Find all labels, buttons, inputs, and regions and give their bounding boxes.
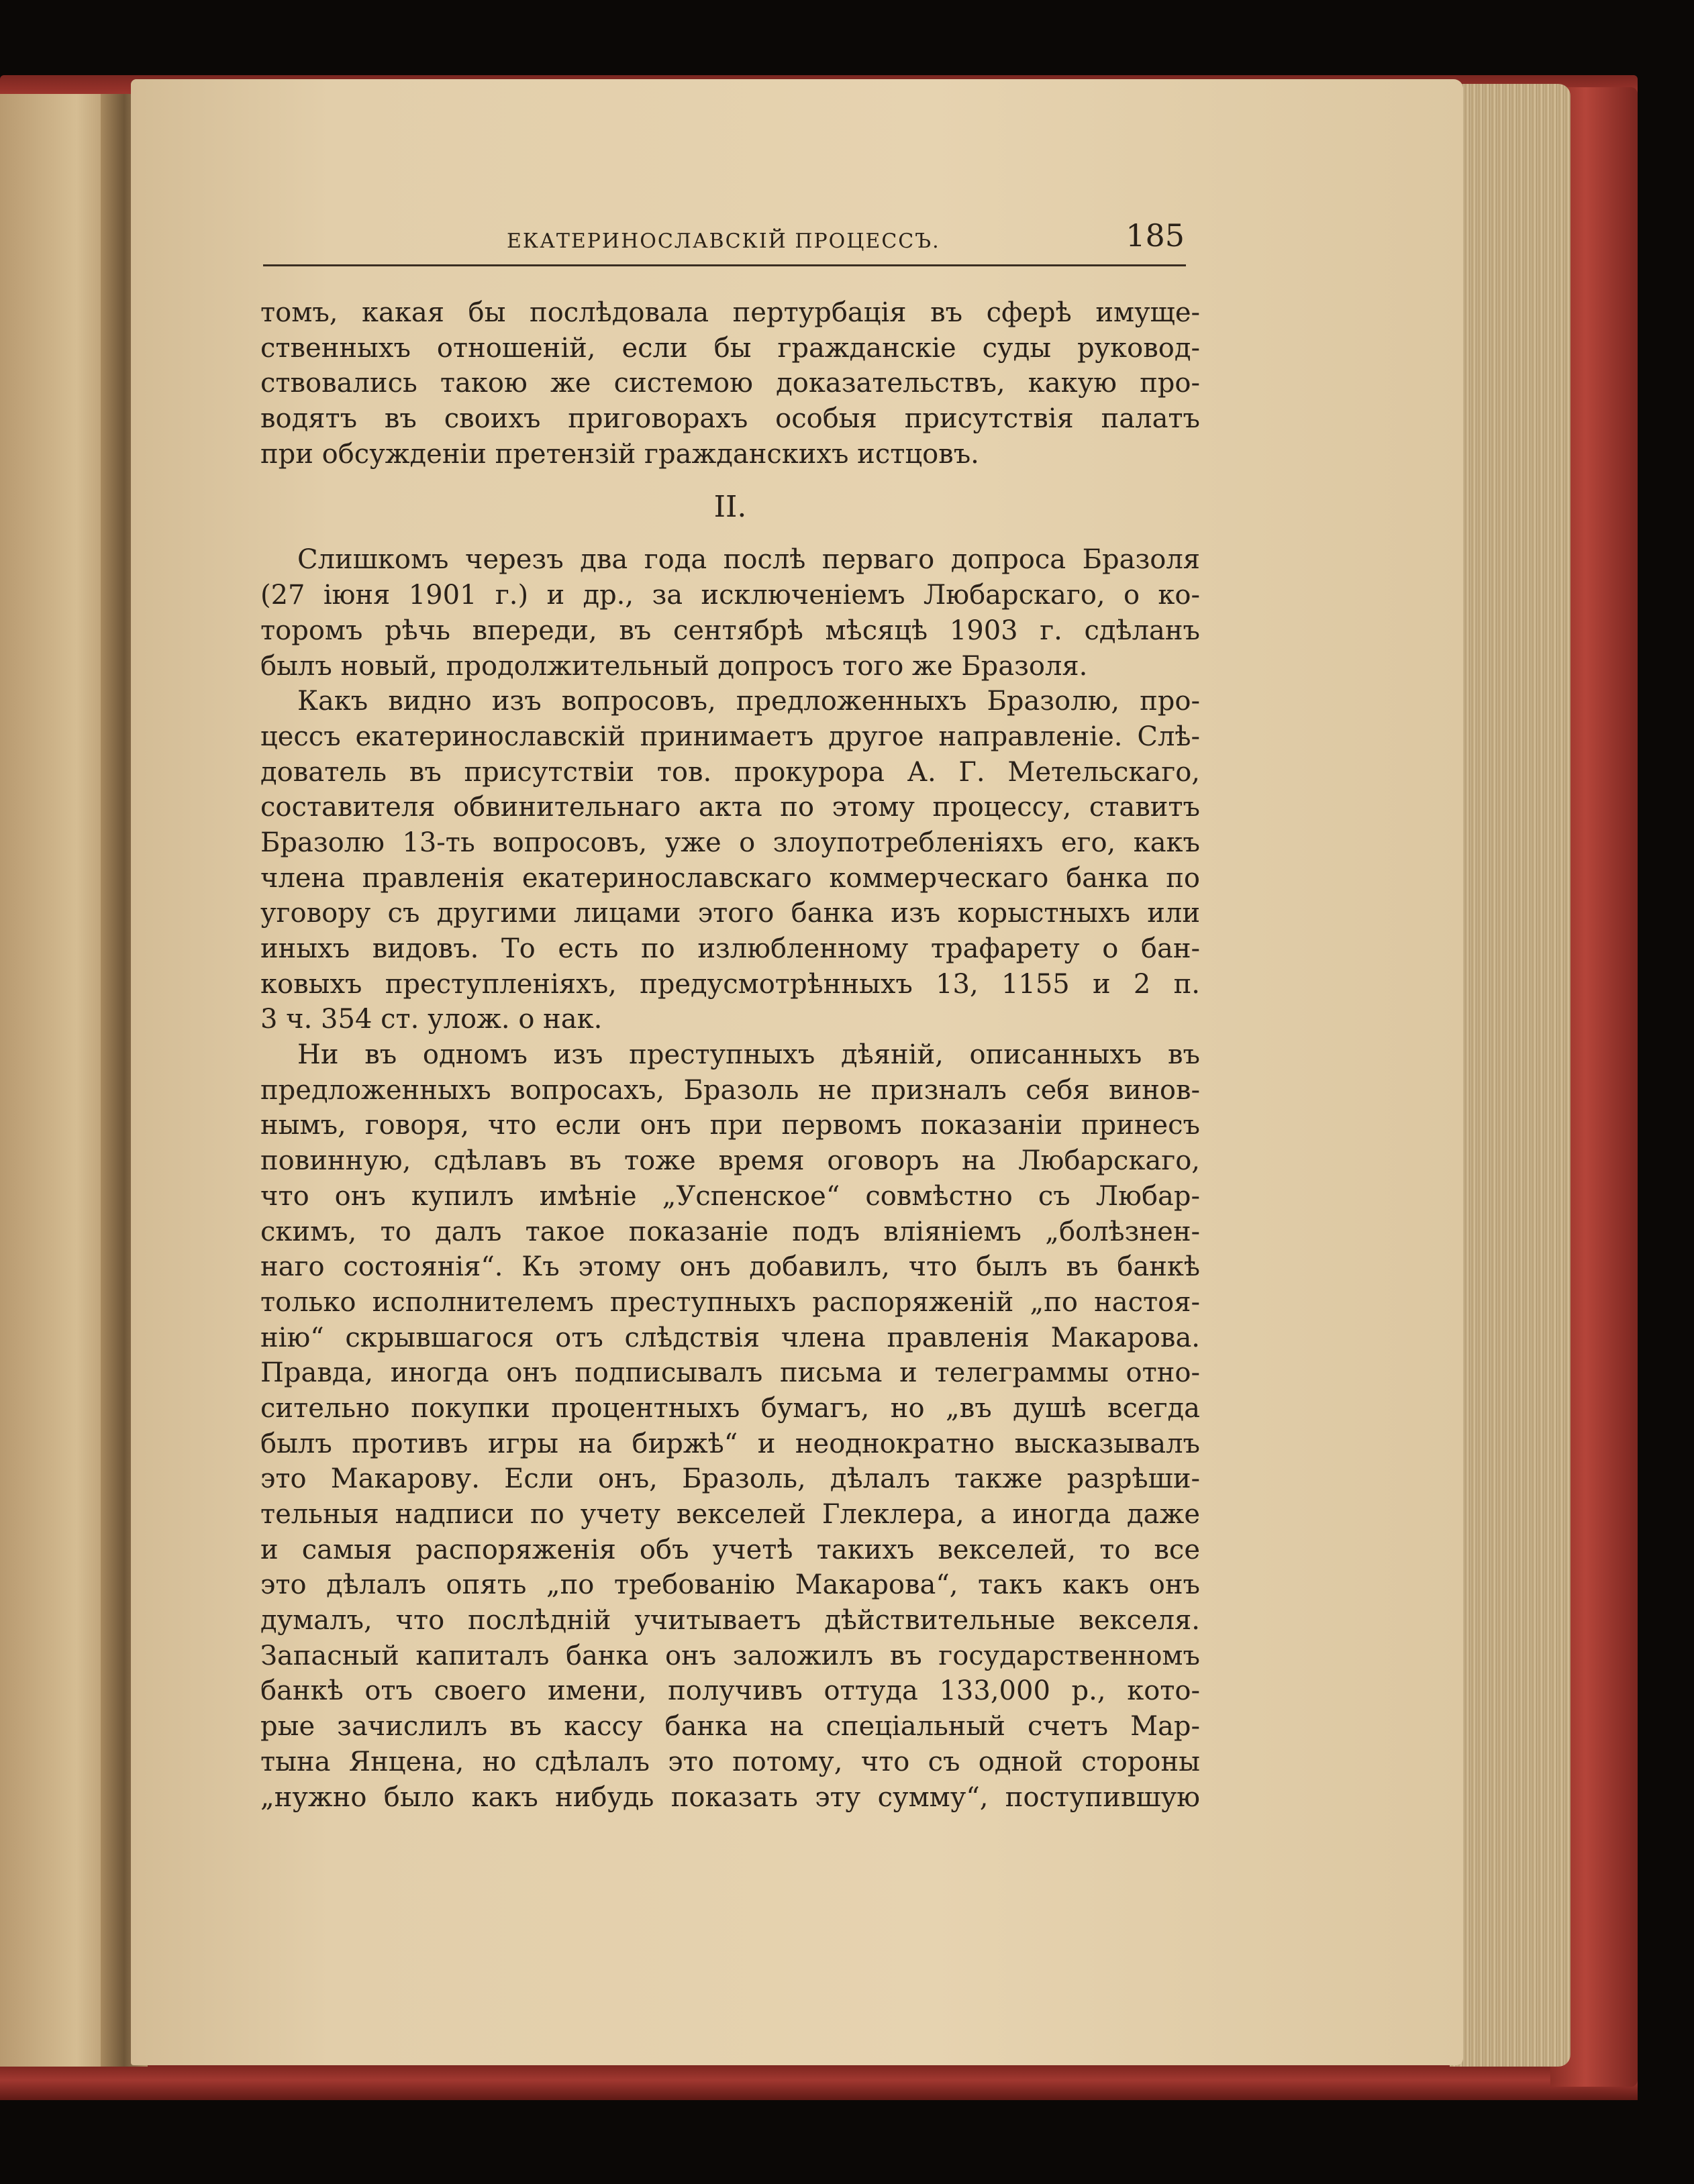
text-line: предложенныхъ вопросахъ, Бразоль не призналъ себя винов- [260, 1074, 1200, 1106]
text-line: Бразолю 13-ть вопросовъ, уже о злоупотребленіяхъ его, какъ [260, 827, 1200, 858]
header-rule [263, 264, 1186, 266]
page-header [262, 213, 1185, 267]
text-line: что онъ купилъ имѣніе „Успенское“ совмѣстно съ Любар- [260, 1180, 1200, 1212]
text-line: цессъ екатеринославскій принимаетъ другое направленіе. Слѣ- [260, 721, 1200, 752]
text-line: дователь въ присутствіи тов. прокурора А. Г. Метельскаго, [260, 756, 1200, 788]
text-line: банкѣ отъ своего имени, получивъ оттуда 133,000 р., кото- [260, 1675, 1200, 1707]
text-line: составителя обвинительнаго акта по этому процессу, ставитъ [260, 792, 1200, 823]
text-line: и самыя распоряженія объ учетѣ такихъ векселей, то все [260, 1534, 1200, 1565]
text-line: торомъ рѣчь впереди, въ сентябрѣ мѣсяцѣ 1903 г. сдѣланъ [260, 615, 1200, 646]
text-line: былъ новый, продолжительный допросъ того же Бразоля. [260, 650, 1088, 682]
text-line: члена правленія екатеринославскаго коммерческаго банка по [260, 862, 1200, 894]
text-line: это Макарову. Если онъ, Бразоль, дѣлалъ также разрѣши- [260, 1463, 1200, 1495]
text-line: думалъ, что послѣдній учитываетъ дѣйствительные векселя. [260, 1605, 1200, 1636]
text-line: ствовались такою же системою доказательствъ, какую про- [260, 368, 1200, 399]
text-line: ственныхъ отношеній, если бы гражданскіе суды руковод- [260, 332, 1200, 364]
text-line: водятъ въ своихъ приговорахъ особыя присутствія палатъ [260, 403, 1200, 435]
text-line: Ни въ одномъ изъ преступныхъ дѣяній, описанныхъ въ [297, 1039, 1200, 1071]
text-line: нію“ скрывшагося отъ слѣдствія члена правленія Макарова. [260, 1322, 1200, 1353]
body-text [260, 295, 1200, 1815]
text-line: уговору съ другими лицами этого банка изъ корыстныхъ или [260, 898, 1200, 929]
text-line: повинную, сдѣлавъ въ тоже время оговоръ на Любарскаго, [260, 1145, 1200, 1177]
text-line: 3 ч. 354 ст. улож. о нак. [260, 1004, 603, 1035]
text-line: это дѣлалъ опять „по требованію Макарова“, такъ какъ онъ [260, 1569, 1200, 1601]
text-line: Какъ видно изъ вопросовъ, предложенныхъ Бразолю, про- [297, 686, 1200, 717]
text-line: наго состоянія“. Къ этому онъ добавилъ, что былъ въ банкѣ [260, 1251, 1200, 1283]
text-line: иныхъ видовъ. То есть по излюбленному трафарету о бан- [260, 933, 1200, 964]
text-line: былъ противъ игры на биржѣ“ и неоднократно высказывалъ [260, 1428, 1200, 1459]
book-cover-bottom-edge [0, 2060, 1638, 2100]
text-line: только исполнителемъ преступныхъ распоряженій „по настоя- [260, 1286, 1200, 1318]
text-line: тельныя надписи по учету векселей Глеклера, а иногда даже [260, 1499, 1200, 1530]
text-line: „нужно было какъ нибудь показать эту сумму“, поступившую [260, 1781, 1200, 1813]
text-line: сительно покупки процентныхъ бумагъ, но „въ душѣ всегда [260, 1392, 1200, 1424]
page-number: 185 [1126, 217, 1185, 254]
text-line: томъ, какая бы послѣдовала пертурбація въ сферѣ имуще- [260, 297, 1200, 328]
text-line: Слишкомъ черезъ два года послѣ перваго допроса Бразоля [297, 544, 1200, 576]
text-line: (27 іюня 1901 г.) и др., за исключеніемъ Любарскаго, о ко- [260, 580, 1200, 611]
text-line: при обсужденіи претензій гражданскихъ истцовъ. [260, 438, 979, 470]
text-line: скимъ, то далъ такое показаніе подъ вліяніемъ „болѣзнен- [260, 1216, 1200, 1247]
text-line: тына Янцена, но сдѣлалъ это потому, что съ одной стороны [260, 1746, 1200, 1777]
page-stack-edge [1450, 84, 1571, 2067]
text-line: Правда, иногда онъ подписывалъ письма и телеграммы отно- [260, 1357, 1200, 1389]
text-line: ковыхъ преступленіяхъ, предусмотрѣнныхъ 13, 1155 и 2 п. [260, 968, 1200, 1000]
text-line: рые зачислилъ въ кассу банка на спеціальный счетъ Мар- [260, 1711, 1200, 1743]
text-line: нымъ, говоря, что если онъ при первомъ показаніи принесъ [260, 1110, 1200, 1141]
section-heading: II. [713, 490, 747, 525]
text-line: Запасный капиталъ банка онъ заложилъ въ государственномъ [260, 1640, 1200, 1671]
running-head: ЕКАТЕРИНОСЛАВСКІЙ ПРОЦЕССЪ. [507, 229, 940, 253]
